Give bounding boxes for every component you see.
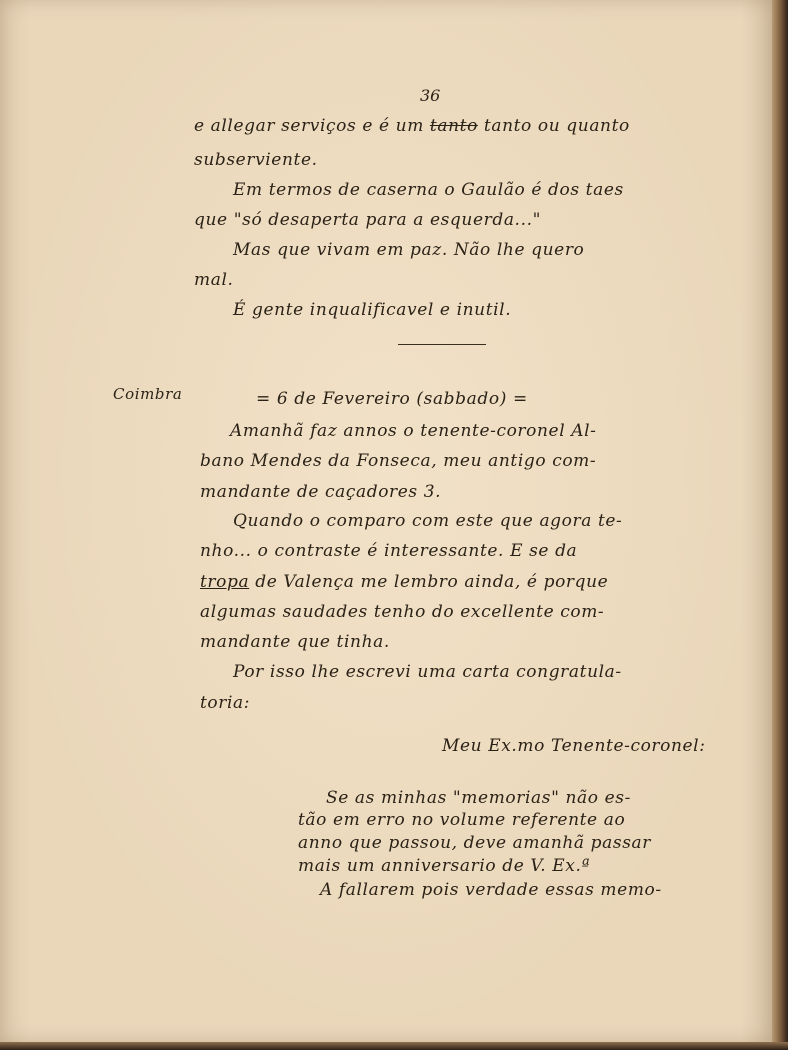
page-number: 36 [420, 86, 441, 105]
letter-line: Se as minhas "memorias" não es- [326, 788, 631, 808]
manuscript-line: mandante de caçadores 3. [200, 482, 442, 502]
manuscript-line: subserviente. [194, 150, 318, 170]
manuscript-line [194, 116, 630, 136]
date-heading: = 6 de Fevereiro (sabbado) = [256, 389, 528, 409]
letter-salutation: Meu Ex.mo Tenente-coronel: [442, 736, 706, 756]
manuscript-line: bano Mendes da Fonseca, meu antigo com- [200, 451, 597, 471]
manuscript-line: algumas saudades tenho do excellente com- [200, 602, 605, 622]
letter-line: mais um anniversario de V. Ex.ª [298, 856, 591, 876]
manuscript-line: toria: [200, 693, 251, 713]
manuscript-line: É gente inqualificavel e inutil. [233, 300, 512, 320]
manuscript-line: Em termos de caserna o Gaulão é dos taes [233, 180, 624, 200]
manuscript-line: Quando o comparo com este que agora te- [233, 511, 623, 531]
margin-note: Coimbra [113, 385, 183, 403]
manuscript-line: Mas que vivam em paz. Não lhe quero [233, 240, 585, 260]
letter-line: anno que passou, deve amanhã passar [298, 833, 651, 853]
manuscript-line [200, 572, 608, 592]
manuscript-line: nho... o contraste é interessante. E se da [200, 541, 578, 561]
section-divider [398, 344, 486, 345]
line-text: de Valença me lembro ainda, é porque [249, 572, 609, 592]
letter-line: tão em erro no volume referente ao [298, 810, 626, 830]
line-text: tanto ou quanto [477, 116, 630, 136]
page-bottom-edge [0, 1042, 788, 1050]
manuscript-line: mandante que tinha. [200, 632, 390, 652]
manuscript-line: Por isso lhe escrevi uma carta congratula- [233, 662, 622, 682]
page-edge [772, 0, 788, 1050]
underlined-word: tropa [200, 572, 250, 592]
manuscript-line: Amanhã faz annos o tenente-coronel Al- [230, 421, 597, 441]
struck-word: tanto [429, 116, 478, 136]
manuscript-line: que "só desaperta para a esquerda..." [194, 210, 541, 230]
line-text: e allegar serviços e é um [194, 116, 430, 136]
manuscript-line: mal. [194, 270, 234, 290]
letter-line: A fallarem pois verdade essas memo- [320, 880, 662, 900]
